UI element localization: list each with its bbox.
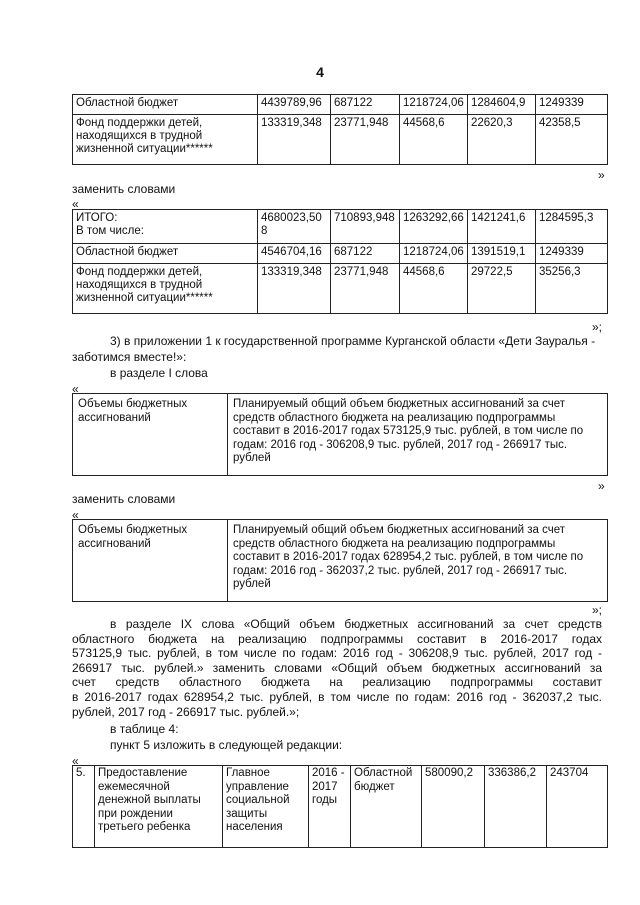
open-quote: « <box>72 197 79 211</box>
table-cell: 4546704,16 <box>258 244 331 264</box>
table-cell: 580090,2 <box>422 766 485 848</box>
table-cell: 1421241,6 <box>468 210 536 244</box>
program-measure-table <box>72 765 608 848</box>
table-cell: 1249339 <box>536 244 608 264</box>
table-cell: 35256,3 <box>536 264 608 314</box>
table-row <box>73 115 608 165</box>
table-cell: 29722,5 <box>468 264 536 314</box>
table-cell: 1249339 <box>536 95 608 115</box>
close-quote: »; <box>592 603 603 617</box>
table-cell: 23771,948 <box>331 115 400 165</box>
table-cell: Областной бюджет <box>73 244 258 264</box>
page-number: 4 <box>316 64 324 80</box>
open-quote: « <box>72 754 79 768</box>
paragraph-line: в 2016-2017 годах 628954,2 тыс. рублей, в том числе по годам: 2016 год - 362037,2 тыс. <box>72 689 602 704</box>
table-cell: 4680023,508 <box>258 210 331 244</box>
table-cell: 2016 - 2017 годы <box>309 766 351 848</box>
table-cell: 1263292,66 <box>400 210 468 244</box>
replace-words: заменить словами <box>72 182 176 196</box>
close-quote: » <box>598 479 605 493</box>
table-row <box>73 520 608 602</box>
paragraph-line: областного бюджета на реализацию подпрограммы составит в 2016-2017 годах <box>72 631 602 646</box>
table-cell: 22620,3 <box>468 115 536 165</box>
table-cell: 44568,6 <box>400 115 468 165</box>
table-row <box>73 244 608 264</box>
table-4-words: в таблице 4: <box>110 722 179 736</box>
table-cell-text: Планируемый общий объем бюджетных ассигнований за счет средств областного бюджета на реализацию подпрограммы составит в 2016-2017 годах 628954,2 тыс. рублей, в том числе по годам: 2016 год - 362037,2 тыс. рублей, 2017 год - 266917 тыс. рублей <box>228 520 608 602</box>
appropriations-table-new <box>72 519 608 602</box>
item-3-line-1: 3) в приложении 1 к государственной программе Курганской области «Дети Зауралья - <box>110 334 596 348</box>
table-cell: 133319,348 <box>258 264 331 314</box>
paragraph-line: счет средств областного бюджета на реализацию подпрограммы составит <box>72 675 602 690</box>
table-row <box>73 95 608 115</box>
table-cell: 243704 <box>547 766 608 848</box>
appropriations-table-original <box>72 393 608 476</box>
budget-table-new <box>72 209 608 314</box>
table-cell: 42358,5 <box>536 115 608 165</box>
item-3-line-2: заботимся вместе!»: <box>72 350 187 364</box>
table-cell-text: Планируемый общий объем бюджетных ассигнований за счет средств областного бюджета на реализацию подпрограммы составит в 2016-2017 годах 573125,9 тыс. рублей, в том числе по годам: 2016 год - 306208,9 тыс. рублей, 2017 год - 266917 тыс. рублей <box>228 394 608 476</box>
table-cell: 5. <box>73 766 95 848</box>
paragraph-line: рублей, 2017 год - 266917 тыс. рублей.»; <box>72 704 300 719</box>
budget-table-original <box>72 94 608 165</box>
table-cell: 1284595,3 <box>536 210 608 244</box>
point-5-words: пункт 5 изложить в следующей редакции: <box>110 738 343 752</box>
table-cell: 687122 <box>331 95 400 115</box>
table-cell: Главное управление социальной защиты населения <box>223 766 309 848</box>
table-cell: 687122 <box>331 244 400 264</box>
paragraph-line: 266917 тыс. рублей.» заменить словами «Общий объем бюджетных ассигнований за <box>72 660 602 675</box>
table-row <box>73 264 608 314</box>
paragraph-line: в разделе IX слова «Общий объем бюджетных ассигнований за счет средств <box>110 617 602 631</box>
table-row <box>73 394 608 476</box>
replace-words: заменить словами <box>72 492 176 506</box>
table-row <box>73 766 608 848</box>
table-cell: 1218724,06 <box>400 244 468 264</box>
table-cell: 23771,948 <box>331 264 400 314</box>
table-cell: 1218724,06 <box>400 95 468 115</box>
table-cell: 133319,348 <box>258 115 331 165</box>
table-cell: 1391519,1 <box>468 244 536 264</box>
open-quote: « <box>72 508 79 522</box>
table-cell: Предоставление ежемесячной денежной выплаты при рождении третьего ребенка <box>95 766 223 848</box>
section-1-words: в разделе I слова <box>110 366 208 380</box>
close-quote: » <box>598 168 605 182</box>
table-cell: 44568,6 <box>400 264 468 314</box>
table-cell: Областной бюджет <box>73 95 258 115</box>
table-cell: 1284604,9 <box>468 95 536 115</box>
table-cell: 336386,2 <box>485 766 547 848</box>
table-cell-label: Объемы бюджетных ассигнований <box>73 520 228 602</box>
close-quote: »; <box>592 320 603 334</box>
open-quote: « <box>72 382 79 396</box>
table-cell-label: Объемы бюджетных ассигнований <box>73 394 228 476</box>
table-cell: Областной бюджет <box>351 766 422 848</box>
table-row <box>73 210 608 244</box>
table-cell: Фонд поддержки детей, находящихся в трудной жизненной ситуации****** <box>73 115 258 165</box>
table-cell: 4439789,96 <box>258 95 331 115</box>
table-cell: 710893,948 <box>331 210 400 244</box>
paragraph-line: 573125,9 тыс. рублей, в том числе по годам: 2016 год - 306208,9 тыс. рублей, 2017 год - <box>72 646 602 661</box>
section-9-paragraph <box>72 617 602 719</box>
table-cell: Фонд поддержки детей, находящихся в трудной жизненной ситуации****** <box>73 264 258 314</box>
table-cell: ИТОГО: В том числе: <box>73 210 258 244</box>
